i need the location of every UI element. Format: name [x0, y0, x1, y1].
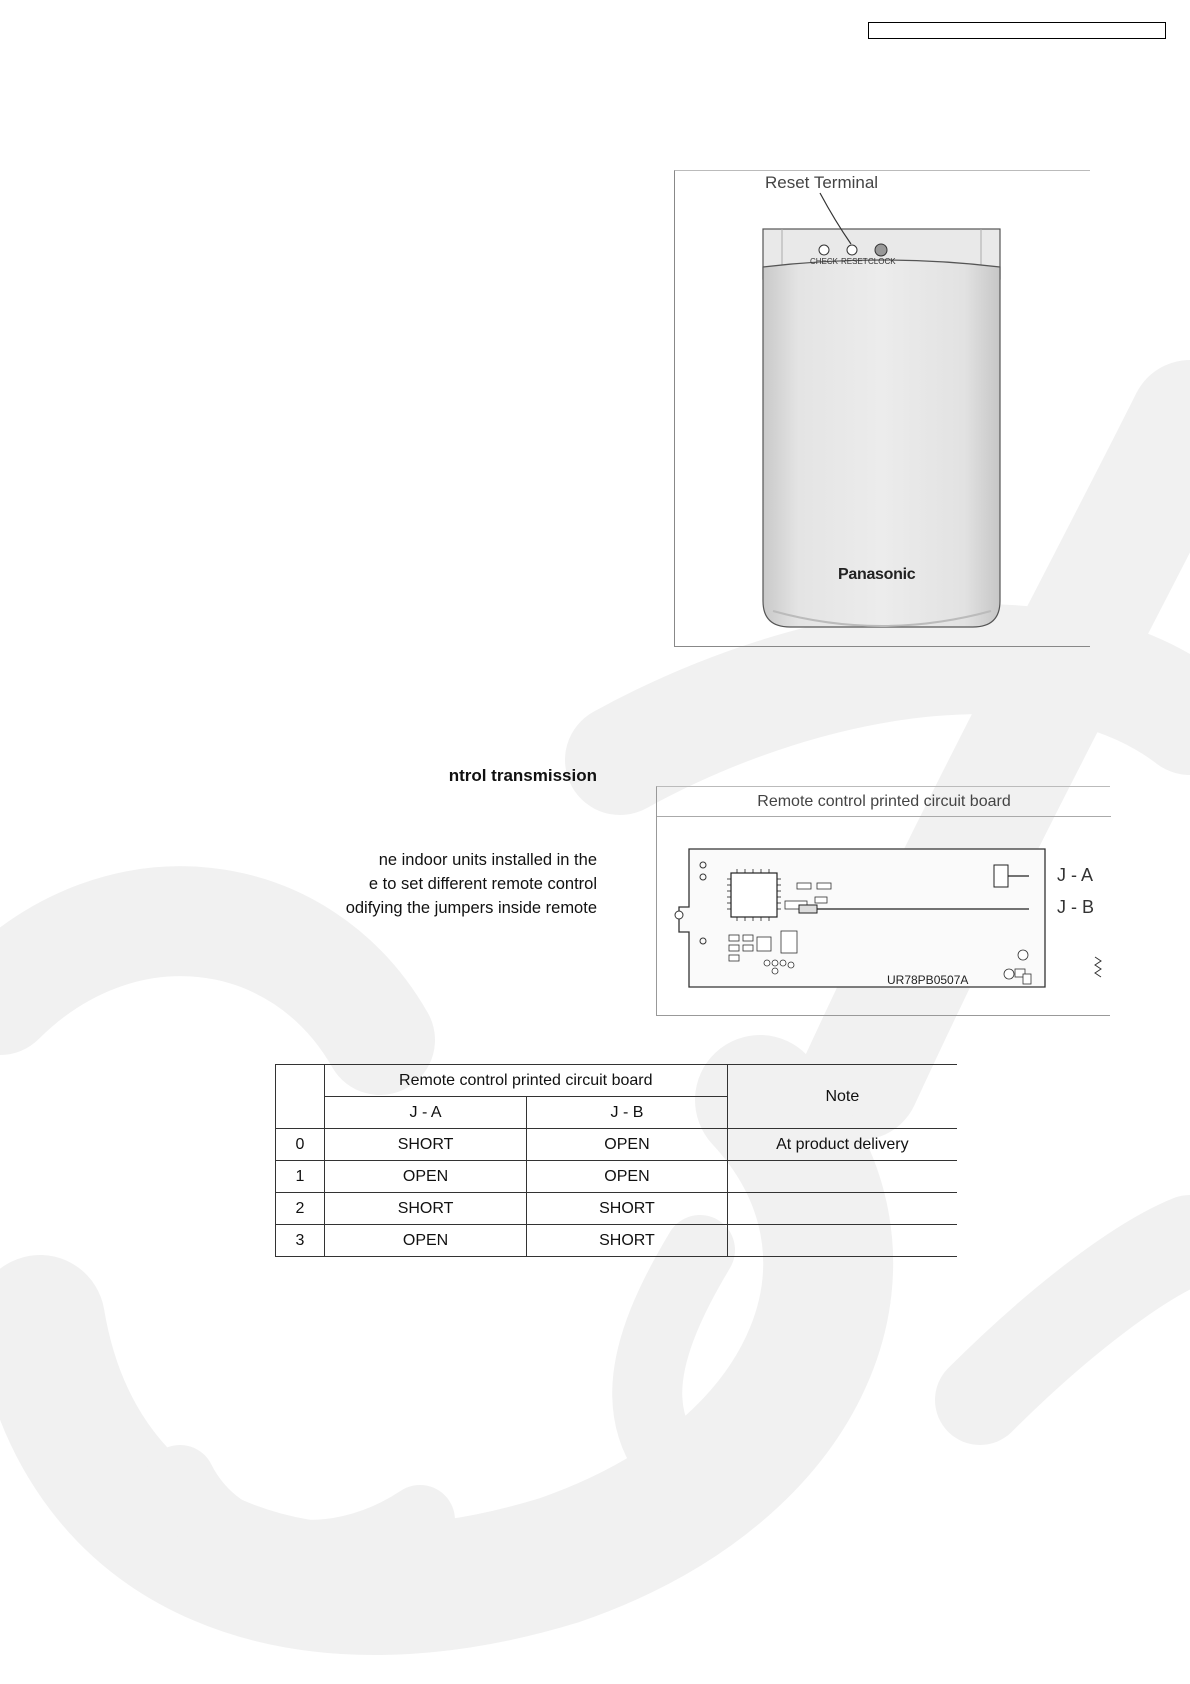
table-row [276, 1161, 958, 1193]
row-ja: OPEN [324, 1225, 526, 1257]
pcb-board-code: UR78PB0507A [887, 973, 969, 987]
paragraph-line: ne indoor units installed in the [378, 851, 597, 869]
table-note-header: Note [727, 1065, 957, 1129]
row-ja: SHORT [324, 1193, 526, 1225]
table-ja-header: J - A [324, 1097, 526, 1129]
brand-logo-text: Panasonic [838, 566, 916, 583]
row-jb: OPEN [527, 1129, 727, 1161]
check-label: CHECK [810, 257, 839, 266]
row-note: At product delivery [727, 1129, 957, 1161]
check-button-hole [819, 245, 829, 255]
header-box [868, 22, 1166, 39]
remote-reset-figure [674, 170, 1090, 647]
pcb-figure-title: Remote control printed circuit board [657, 787, 1111, 817]
section-paragraph [280, 848, 597, 920]
row-id: 0 [276, 1129, 325, 1161]
row-ja: SHORT [324, 1129, 526, 1161]
paragraph-line: e to set different remote control [368, 875, 597, 893]
jumper-b-label: J - B [1057, 897, 1095, 917]
row-ja: OPEN [324, 1161, 526, 1193]
jumper-a-label: J - A [1057, 865, 1094, 885]
row-note [727, 1193, 957, 1225]
table-corner-cell [276, 1065, 325, 1129]
table-row [276, 1129, 958, 1161]
row-jb: OPEN [527, 1161, 727, 1193]
row-note [727, 1161, 957, 1193]
reset-label: RESET [841, 257, 868, 266]
table-jb-header: J - B [527, 1097, 727, 1129]
row-id: 1 [276, 1161, 325, 1193]
pcb-figure [656, 786, 1110, 1016]
row-id: 3 [276, 1225, 325, 1257]
row-note [727, 1225, 957, 1257]
section-heading: ntrol transmission [448, 766, 597, 785]
jumper-setting-table [275, 1064, 957, 1257]
reset-terminal-label: Reset Terminal [765, 173, 879, 192]
pcb-drawing [657, 817, 1111, 1017]
row-id: 2 [276, 1193, 325, 1225]
table-group-header: Remote control printed circuit board [324, 1065, 727, 1097]
row-jb: SHORT [527, 1193, 727, 1225]
paragraph-line: odifying the jumpers inside remote [345, 899, 597, 917]
clock-button [875, 244, 887, 256]
row-jb: SHORT [527, 1225, 727, 1257]
reset-button-hole [847, 245, 857, 255]
clock-label: CLOCK [868, 257, 896, 266]
table-row [276, 1193, 958, 1225]
table-row [276, 1225, 958, 1257]
